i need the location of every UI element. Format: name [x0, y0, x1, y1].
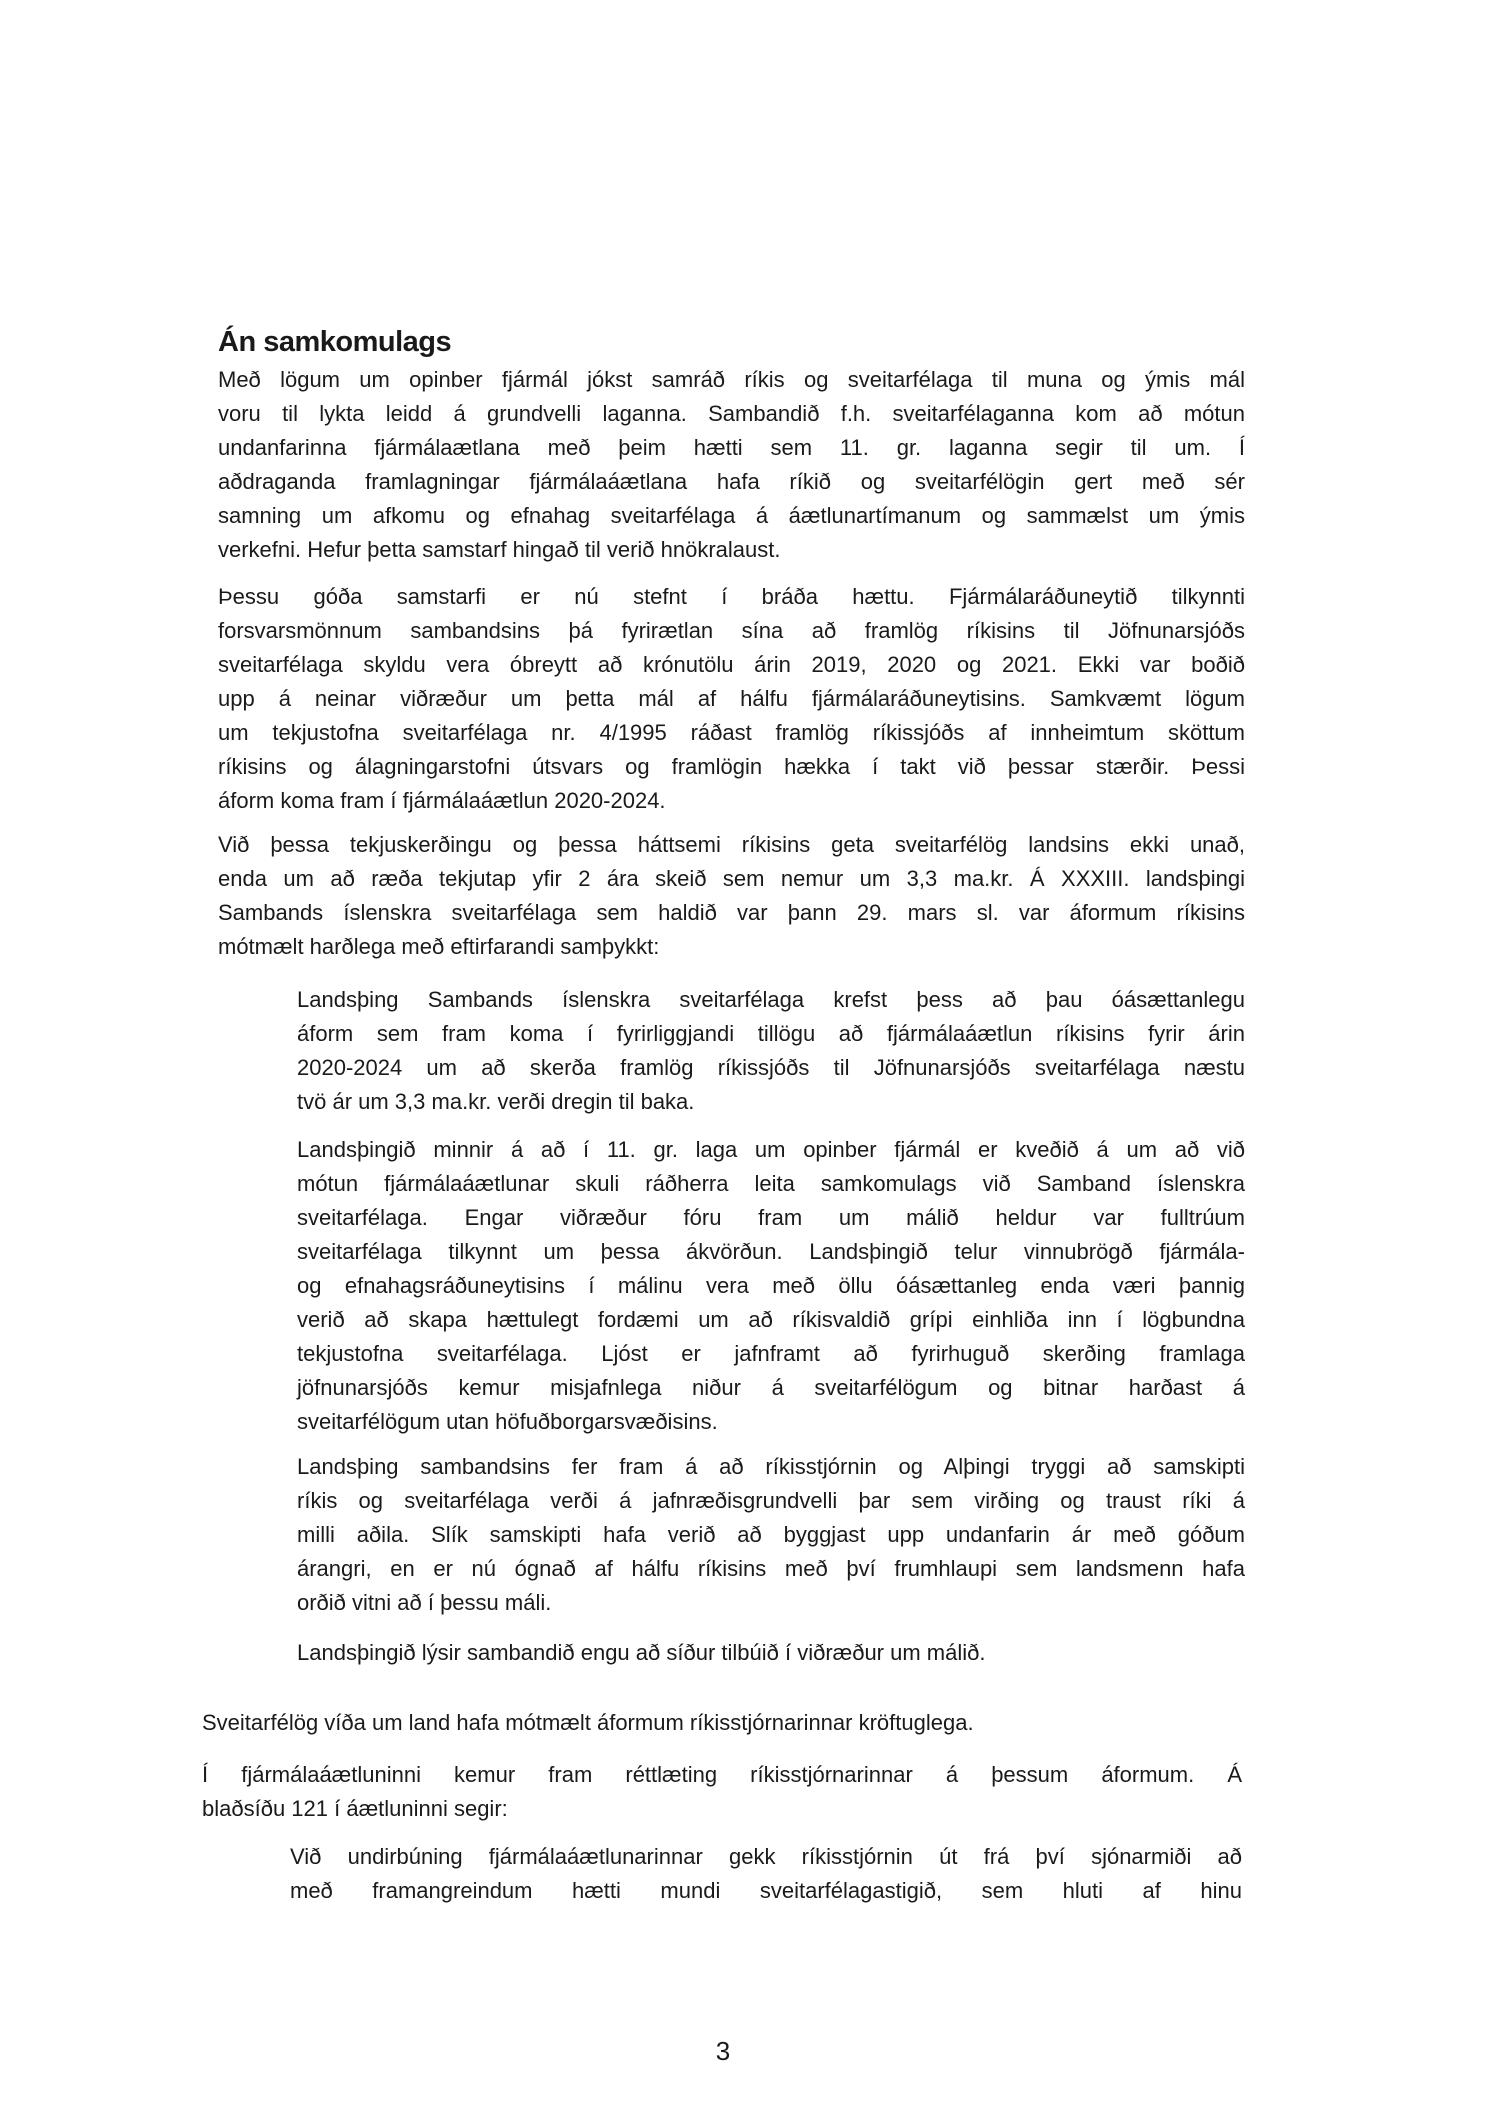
body-paragraph — [218, 363, 1245, 567]
text-line: Sveitarfélög víða um land hafa mótmælt áformum ríkisstjórnarinnar kröftuglega. — [202, 1710, 974, 1735]
text-line: samning um afkomu og efnahag sveitarfélaga á áætlunartímanum og sammælst um ýmis — [218, 503, 1245, 528]
text-line: tekjustofna sveitarfélaga. Ljóst er jafnframt að fyrirhuguð skerðing framlaga — [297, 1341, 1245, 1366]
text-line: verið að skapa hættulegt fordæmi um að ríkisvaldið grípi einhliða inn í lögbundna — [297, 1307, 1245, 1332]
text-line: árangri, en er nú ógnað af hálfu ríkisins með því frumhlaupi sem landsmenn hafa — [297, 1556, 1245, 1581]
text-line: mótmælt harðlega með eftirfarandi samþykkt: — [218, 934, 660, 959]
page-number: 3 — [715, 2036, 731, 2066]
body-paragraph — [202, 1706, 1242, 1740]
text-line: 2020-2024 um að skerða framlög ríkissjóðs til Jöfnunarsjóðs sveitarfélaga næstu — [297, 1055, 1245, 1080]
text-line: Landsþingið minnir á að í 11. gr. laga um opinber fjármál er kveðið á um að við — [297, 1137, 1245, 1162]
text-line: Við undirbúning fjármálaáætlunarinnar gekk ríkisstjórnin út frá því sjónarmiði að — [290, 1844, 1242, 1869]
text-line: tvö ár um 3,3 ma.kr. verði dregin til baka. — [297, 1089, 695, 1114]
body-paragraph — [218, 580, 1245, 818]
block-quote-paragraph — [297, 1636, 1245, 1670]
text-line: verkefni. Hefur þetta samstarf hingað til verið hnökralaust. — [218, 537, 781, 562]
body-paragraph — [218, 828, 1245, 964]
text-line: Landsþingið lýsir sambandið engu að síður tilbúið í viðræður um málið. — [297, 1640, 986, 1665]
text-line: Í fjármálaáætluninni kemur fram réttlæting ríkisstjórnarinnar á þessum áformum. Á — [202, 1762, 1242, 1787]
text-line: og efnahagsráðuneytisins í málinu vera með öllu óásættanleg enda væri þannig — [297, 1273, 1245, 1298]
text-line: áform sem fram koma í fyrirliggjandi tillögu að fjármálaáætlun ríkisins fyrir árin — [297, 1021, 1245, 1046]
text-line: ríkis og sveitarfélaga verði á jafnræðisgrundvelli þar sem virðing og traust ríki á — [297, 1488, 1245, 1513]
text-line: áform koma fram í fjármálaáætlun 2020-2024. — [218, 788, 666, 813]
text-line: Sambands íslenskra sveitarfélaga sem haldið var þann 29. mars sl. var áformum ríkisins — [218, 900, 1245, 925]
text-line: milli aðila. Slík samskipti hafa verið að byggjast upp undanfarin ár með góðum — [297, 1522, 1245, 1547]
text-line: sveitarfélaga skyldu vera óbreytt að krónutölu árin 2019, 2020 og 2021. Ekki var boðið — [218, 652, 1245, 677]
text-line: enda um að ræða tekjutap yfir 2 ára skeið sem nemur um 3,3 ma.kr. Á XXXIII. landsþingi — [218, 866, 1245, 891]
text-line: jöfnunarsjóðs kemur misjafnlega niður á sveitarfélögum og bitnar harðast á — [297, 1375, 1245, 1400]
text-line: aðdraganda framlagningar fjármálaáætlana hafa ríkið og sveitarfélögin gert með sér — [218, 469, 1245, 494]
block-quote-paragraph — [297, 1133, 1245, 1439]
block-quote-paragraph — [290, 1840, 1242, 1908]
text-line: blaðsíðu 121 í áætluninni segir: — [202, 1796, 508, 1821]
section-heading: Án samkomulags — [218, 326, 452, 358]
text-line: voru til lykta leidd á grundvelli laganna. Sambandið f.h. sveitarfélaganna kom að mótun — [218, 401, 1245, 426]
text-line: Með lögum um opinber fjármál jókst samráð ríkis og sveitarfélaga til muna og ýmis mál — [218, 367, 1245, 392]
text-line: Við þessa tekjuskerðingu og þessa háttsemi ríkisins geta sveitarfélög landsins ekki unað, — [218, 832, 1245, 857]
text-line: Landsþing sambandsins fer fram á að ríkisstjórnin og Alþingi tryggi að samskipti — [297, 1454, 1245, 1479]
text-line: ríkisins og álagningarstofni útsvars og framlögin hækka í takt við þessar stærðir. Þessi — [218, 754, 1245, 779]
body-paragraph — [202, 1758, 1242, 1826]
text-line: upp á neinar viðræður um þetta mál af hálfu fjármálaráðuneytisins. Samkvæmt lögum — [218, 686, 1245, 711]
text-line: Þessu góða samstarfi er nú stefnt í bráða hættu. Fjármálaráðuneytið tilkynnti — [218, 584, 1245, 609]
block-quote-paragraph — [297, 983, 1245, 1119]
text-line: sveitarfélögum utan höfuðborgarsvæðisins. — [297, 1409, 718, 1434]
text-line: um tekjustofna sveitarfélaga nr. 4/1995 ráðast framlög ríkissjóðs af innheimtum sköttum — [218, 720, 1245, 745]
text-line: Landsþing Sambands íslenskra sveitarfélaga krefst þess að þau óásættanlegu — [297, 987, 1245, 1012]
block-quote-paragraph — [297, 1450, 1245, 1620]
text-line: mótun fjármálaáætlunar skuli ráðherra leita samkomulags við Samband íslenskra — [297, 1171, 1245, 1196]
text-line: undanfarinna fjármálaætlana með þeim hætti sem 11. gr. laganna segir til um. Í — [218, 435, 1245, 460]
text-line: með framangreindum hætti mundi sveitarfélagastigið, sem hluti af hinu — [290, 1878, 1242, 1903]
text-line: sveitarfélaga tilkynnt um þessa ákvörðun. Landsþingið telur vinnubrögð fjármála- — [297, 1239, 1245, 1264]
text-line: sveitarfélaga. Engar viðræður fóru fram um málið heldur var fulltrúum — [297, 1205, 1245, 1230]
text-line: orðið vitni að í þessu máli. — [297, 1590, 552, 1615]
text-line: forsvarsmönnum sambandsins þá fyrirætlan sína að framlög ríkisins til Jöfnunarsjóðs — [218, 618, 1245, 643]
